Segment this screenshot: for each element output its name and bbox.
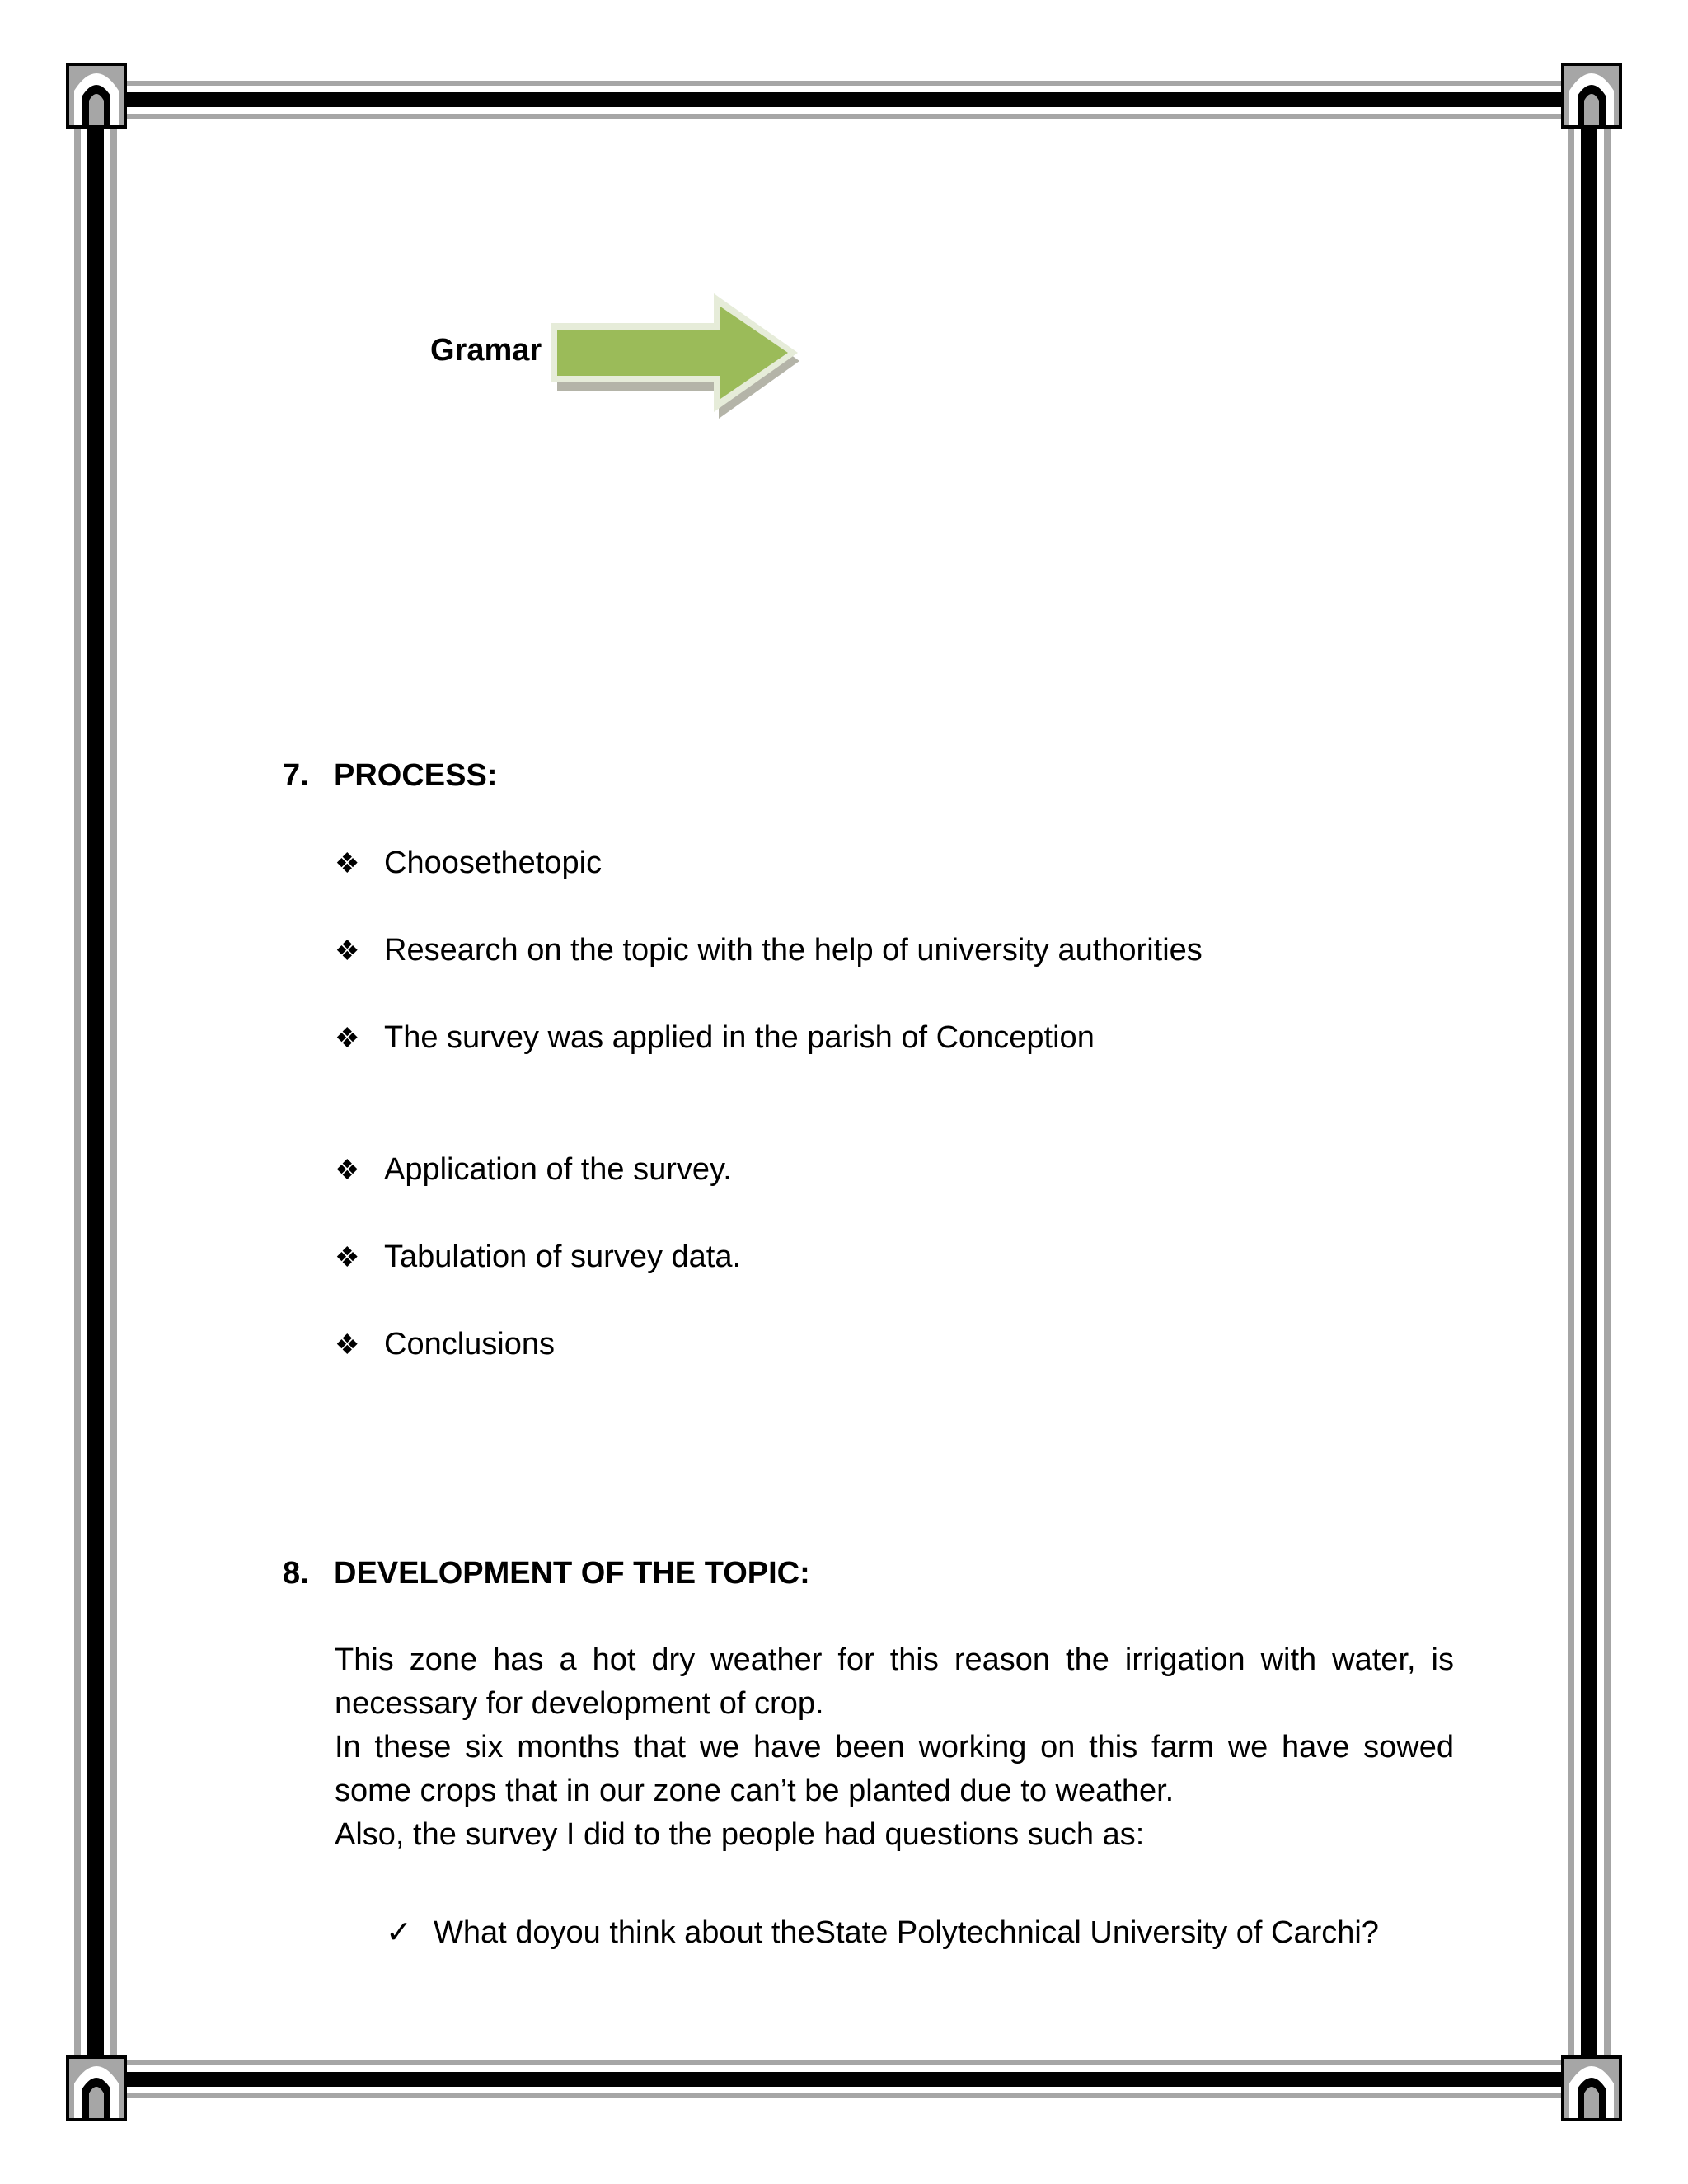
list-item (335, 1020, 1095, 1056)
section-number: 7. (283, 758, 309, 793)
section-title: DEVELOPMENT OF THE TOPIC: (334, 1556, 810, 1591)
list-item-text: Choosethetopic (384, 846, 603, 880)
checkmark-icon: ✓ (386, 1915, 412, 1950)
diamond-bullet-icon: ❖ (335, 1023, 360, 1054)
paragraph-line: In these six months that we have been working on this farm we have sowed (335, 1730, 1454, 1765)
list-item-text: Application of the survey. (384, 1152, 732, 1187)
paragraph-line: some crops that in our zone can’t be planted due to weather. (335, 1774, 1175, 1808)
paragraph-line: necessary for development of crop. (335, 1686, 824, 1721)
list-item (335, 846, 602, 881)
paragraph-line: Also, the survey I did to the people had questions such as: (335, 1817, 1145, 1852)
diamond-bullet-icon: ❖ (335, 935, 360, 967)
diamond-bullet-icon: ❖ (335, 848, 360, 879)
list-item-text: Tabulation of survey data. (384, 1240, 742, 1274)
list-item (335, 1152, 732, 1188)
section-heading-development (283, 1556, 810, 1591)
section-number: 8. (283, 1556, 309, 1591)
check-list-item (386, 1914, 1379, 1951)
diamond-bullet-icon: ❖ (335, 1329, 360, 1361)
arrow-label: Gramar (430, 333, 542, 368)
body-paragraph (335, 1638, 1454, 1857)
diamond-bullet-icon: ❖ (335, 1155, 360, 1186)
check-list-item-text: What doyou think about theState Polytechnical University of Carchi? (434, 1915, 1379, 1950)
list-item-text: Research on the topic with the help of university authorities (384, 933, 1203, 968)
list-item (335, 1327, 555, 1362)
paragraph-line: This zone has a hot dry weather for this reason the irrigation with water, is (335, 1643, 1454, 1677)
list-item (335, 1240, 741, 1275)
list-item-text: The survey was applied in the parish of Conception (384, 1020, 1095, 1055)
green-arrow-icon (551, 293, 810, 419)
section-title: PROCESS: (334, 758, 498, 793)
section-heading-process (283, 758, 497, 794)
list-item-text: Conclusions (384, 1327, 555, 1361)
diamond-bullet-icon: ❖ (335, 1242, 360, 1273)
list-item (335, 933, 1203, 968)
